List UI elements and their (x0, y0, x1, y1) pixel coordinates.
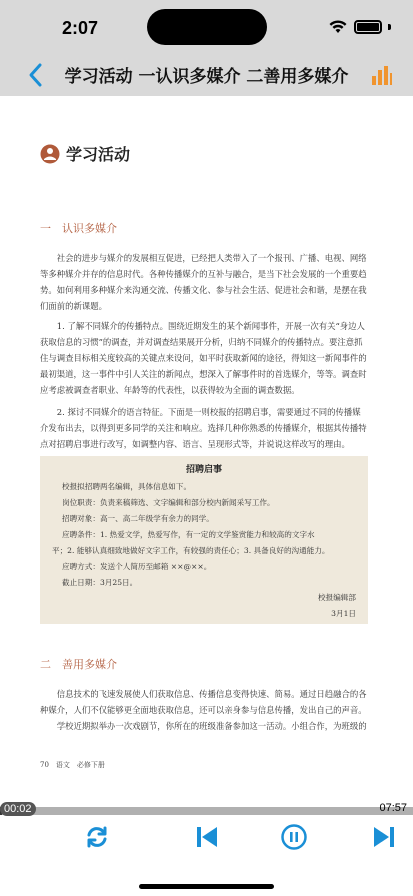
paragraph-2: 1. 了解不同媒介的传播特点。围绕近期发生的某个新闻事件，开展一次有关“身边人获取信息的习惯”的调查，并对调查结果展开分析，归纳不同媒介的传播特点。要注意抓住与调查目标相关度较高的关键点来设问，如平时获取新闻的途径，得知这一新闻事件的最初渠道，这一事件中引人关注的新闻点，想深入了解事件时的首选媒介，等等。调查时应考虑被调查者职业、年龄等的代表性，以获得较为全面的调查数据。 (40, 321, 367, 395)
skip-previous-icon[interactable] (194, 824, 220, 850)
home-indicator (139, 884, 274, 889)
progress-bar[interactable] (0, 807, 413, 815)
status-time: 2:07 (62, 18, 99, 38)
audio-player (0, 796, 413, 896)
status-icons (328, 19, 391, 35)
paragraph-5: 学校近期拟举办一次戏剧节，你所在的班级准备参加这一活动。小组合作，为班级的 (56, 721, 367, 731)
section-title: 学习活动 (66, 145, 131, 164)
paragraph-1: 社会的进步与媒介的发展相互促进，已经把人类带入了一个报刊、广播、电视、网络等多种媒介并存的信息时代。各种传播媒介的互补与融合，是当下社会发展的一个重要趋势。如何利用多种媒介来沟通交流、传播文化、参与社会生活、促进社会和谐，是摆在我们面前的新课题。 (40, 253, 367, 311)
current-time: 00:02 (0, 802, 36, 816)
textbook-page (0, 96, 413, 796)
battery-tip (388, 24, 391, 30)
top-bar (0, 0, 413, 96)
reading-person-icon (40, 144, 60, 164)
section-heading (40, 142, 130, 165)
subheading-2: 二 善用多媒介 (40, 658, 117, 671)
battery-icon (354, 20, 382, 34)
notice-line: 招聘对象：高一、高二年级学有余力的同学。 (62, 514, 214, 523)
notice-line: 截止日期：3月25日。 (62, 578, 138, 587)
bar-chart-icon[interactable] (371, 64, 393, 86)
notice-line: 校报拟招聘两名编辑，具体信息如下。 (62, 482, 192, 491)
pause-icon[interactable] (281, 824, 307, 850)
skip-next-icon[interactable] (371, 824, 397, 850)
wifi-icon (328, 19, 348, 35)
notice-line: 应聘方式：发送个人简历至邮箱 ××@××。 (62, 562, 212, 571)
page-title: 学习活动 一认识多媒介 二善用多媒介 (64, 67, 349, 87)
notice-date: 3月1日 (331, 609, 356, 618)
notice-title: 招聘启事 (185, 465, 222, 475)
total-time: 07:57 (379, 802, 407, 814)
chevron-left-icon[interactable] (24, 60, 48, 90)
recruitment-notice-box (40, 456, 368, 624)
refresh-icon[interactable] (84, 824, 110, 850)
subheading-1: 一 认识多媒介 (40, 222, 117, 235)
paragraph-3: 2. 探讨不同媒介的语言特征。下面是一则校报的招聘启事，需要通过不同的传播媒介发布出去，以得到更多同学的关注和响应。选择几种你熟悉的传播媒介，根据其传播特点对招聘启事进行改写，如调整内容、语言、呈现形式等，并说说这样改写的理由。 (40, 407, 367, 449)
notice-line: 平；2. 能够认真细致地做好文字工作，有较强的责任心；3. 具备良好的沟通能力。 (52, 546, 330, 555)
page-footer: 70 语文 必修下册 (40, 761, 105, 769)
notice-signature: 校报编辑部 (318, 593, 356, 602)
paragraph-4: 信息技术的飞速发展使人们获取信息、传播信息变得快速、简易。通过日趋融合的各种媒介，人们不仅能够更全面地获取信息，还可以亲身参与信息传播，发出自己的声音。 (40, 689, 367, 715)
notice-line: 岗位职责：负责来稿筛选、文字编辑和部分校内新闻采写工作。 (62, 498, 275, 507)
dynamic-island (147, 9, 267, 45)
notice-line: 应聘条件：1. 热爱文学，热爱写作，有一定的文学鉴赏能力和较高的文字水 (62, 530, 315, 539)
